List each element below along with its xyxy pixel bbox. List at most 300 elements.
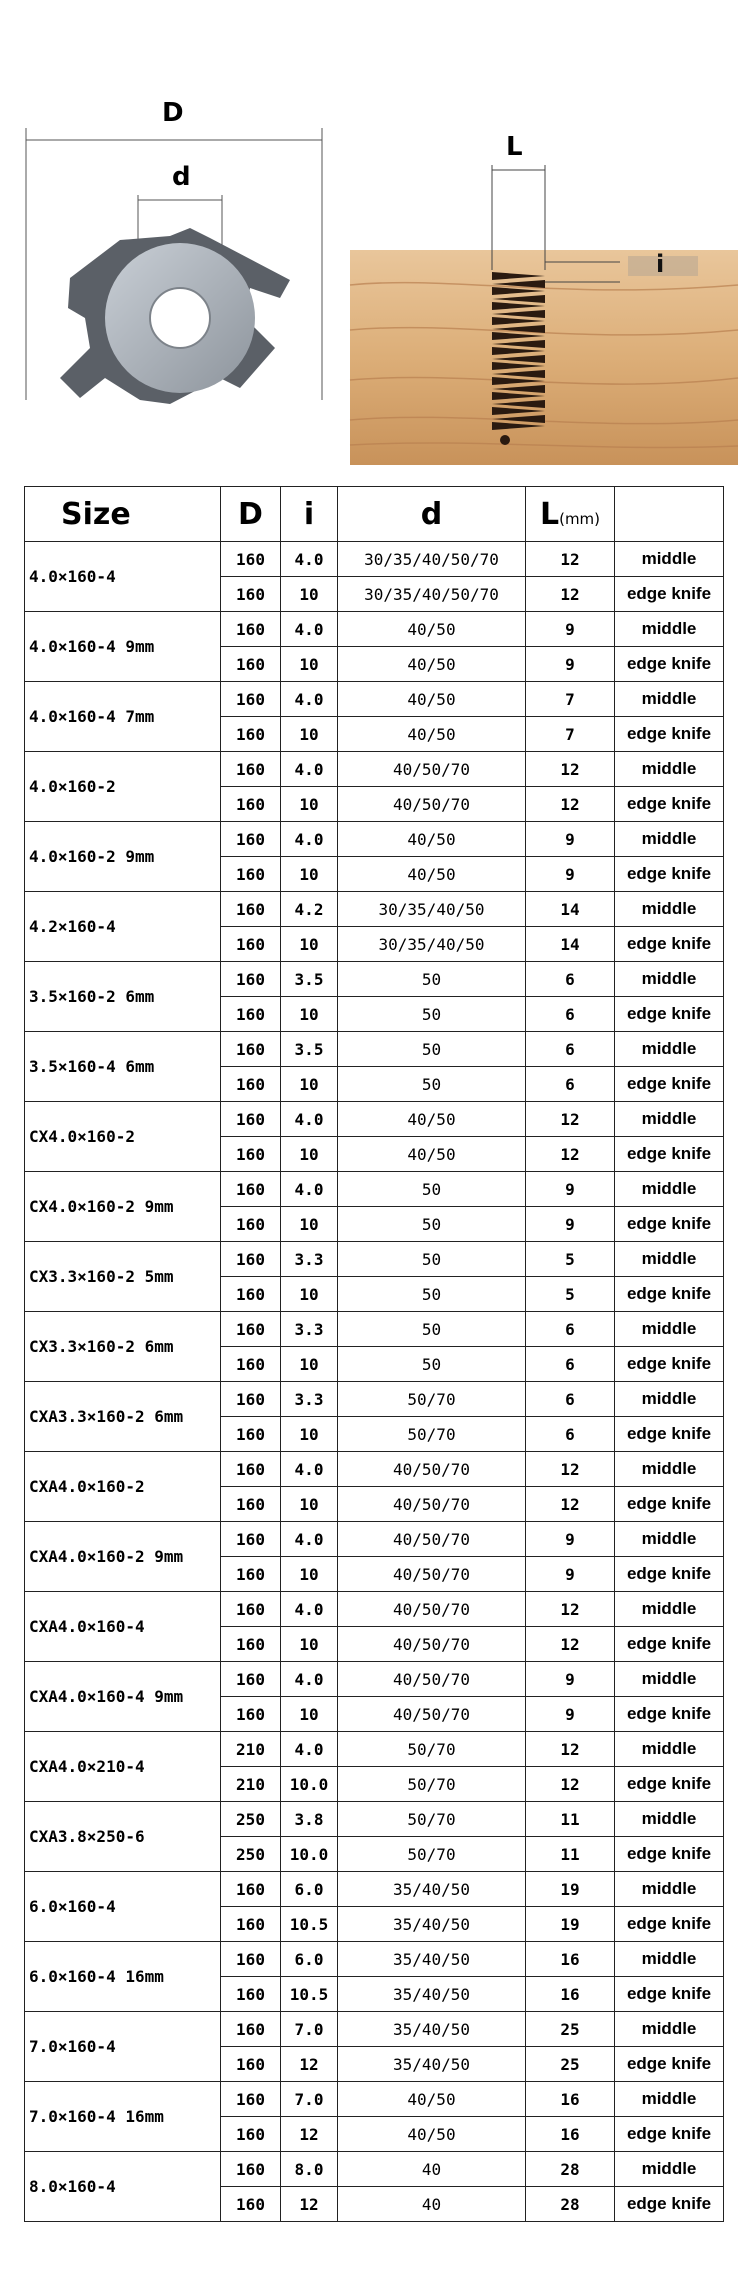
header-L-text: L xyxy=(539,496,560,532)
cell-D: 160 xyxy=(221,927,281,962)
cell-d: 40/50 xyxy=(338,2082,526,2117)
cell-d: 40/50 xyxy=(338,1102,526,1137)
cell-D: 160 xyxy=(221,1872,281,1907)
cell-i: 4.0 xyxy=(281,1592,338,1627)
cell-i: 10 xyxy=(281,787,338,822)
table-row xyxy=(25,1312,724,1347)
cell-d: 40/50 xyxy=(338,647,526,682)
cell-D: 160 xyxy=(221,2152,281,2187)
label-outer-diameter: D xyxy=(162,98,184,128)
cell-D: 160 xyxy=(221,1417,281,1452)
label-bore-diameter: d xyxy=(172,162,191,192)
table-row xyxy=(25,682,724,717)
cell-D: 160 xyxy=(221,857,281,892)
cell-L: 6 xyxy=(526,1032,615,1067)
cell-type: edge knife xyxy=(615,1207,724,1242)
cell-L: 12 xyxy=(526,787,615,822)
label-finger-length: L xyxy=(506,132,523,162)
cell-size: CX4.0×160-2 9mm xyxy=(25,1172,221,1242)
cell-i: 10 xyxy=(281,1697,338,1732)
cell-L: 9 xyxy=(526,612,615,647)
cell-type: edge knife xyxy=(615,1137,724,1172)
cell-i: 10 xyxy=(281,997,338,1032)
cell-d: 40/50/70 xyxy=(338,1697,526,1732)
table-row xyxy=(25,1662,724,1697)
cell-L: 11 xyxy=(526,1837,615,1872)
cell-i: 3.8 xyxy=(281,1802,338,1837)
cell-L: 6 xyxy=(526,1067,615,1102)
cutter-body xyxy=(60,228,290,404)
cell-type: middle xyxy=(615,1172,724,1207)
cell-size: CXA4.0×210-4 xyxy=(25,1732,221,1802)
cell-d: 35/40/50 xyxy=(338,1907,526,1942)
cell-D: 160 xyxy=(221,822,281,857)
header-L xyxy=(526,487,615,542)
cell-i: 3.5 xyxy=(281,1032,338,1067)
cell-size: CXA4.0×160-4 9mm xyxy=(25,1662,221,1732)
cell-type: edge knife xyxy=(615,577,724,612)
cell-d: 40/50/70 xyxy=(338,752,526,787)
cell-size: 4.0×160-2 xyxy=(25,752,221,822)
cell-D: 160 xyxy=(221,1452,281,1487)
cell-L: 28 xyxy=(526,2152,615,2187)
table-row xyxy=(25,1102,724,1137)
cell-L: 9 xyxy=(526,1522,615,1557)
table-row xyxy=(25,2152,724,2187)
cell-size: 8.0×160-4 xyxy=(25,2152,221,2222)
cell-type: edge knife xyxy=(615,647,724,682)
cell-i: 4.0 xyxy=(281,1452,338,1487)
cell-D: 160 xyxy=(221,682,281,717)
table-row xyxy=(25,1452,724,1487)
cell-type: edge knife xyxy=(615,1627,724,1662)
cell-D: 160 xyxy=(221,1977,281,2012)
cell-d: 40/50/70 xyxy=(338,1662,526,1697)
header-type xyxy=(615,487,724,542)
cell-i: 10 xyxy=(281,577,338,612)
cell-i: 7.0 xyxy=(281,2012,338,2047)
cell-type: edge knife xyxy=(615,1067,724,1102)
cell-type: edge knife xyxy=(615,1487,724,1522)
header-L-unit: (mm) xyxy=(559,509,601,528)
cell-i: 12 xyxy=(281,2187,338,2222)
cell-d: 40/50 xyxy=(338,1137,526,1172)
cell-L: 5 xyxy=(526,1242,615,1277)
cell-D: 160 xyxy=(221,1382,281,1417)
cell-i: 6.0 xyxy=(281,1942,338,1977)
cell-D: 250 xyxy=(221,1802,281,1837)
cell-type: edge knife xyxy=(615,1767,724,1802)
cell-d: 35/40/50 xyxy=(338,1977,526,2012)
cell-type: edge knife xyxy=(615,1977,724,2012)
cell-type: middle xyxy=(615,1592,724,1627)
cell-D: 160 xyxy=(221,2047,281,2082)
cell-d: 35/40/50 xyxy=(338,1942,526,1977)
cell-i: 3.3 xyxy=(281,1312,338,1347)
cell-D: 160 xyxy=(221,1592,281,1627)
cell-i: 10 xyxy=(281,927,338,962)
cell-i: 8.0 xyxy=(281,2152,338,2187)
cell-type: edge knife xyxy=(615,857,724,892)
cell-type: middle xyxy=(615,1242,724,1277)
cell-D: 160 xyxy=(221,1242,281,1277)
cell-L: 12 xyxy=(526,577,615,612)
cell-D: 250 xyxy=(221,1837,281,1872)
cell-d: 40/50/70 xyxy=(338,1592,526,1627)
cell-size: 3.5×160-4 6mm xyxy=(25,1032,221,1102)
cell-i: 10.0 xyxy=(281,1837,338,1872)
cell-type: middle xyxy=(615,1732,724,1767)
table-row xyxy=(25,892,724,927)
cell-L: 11 xyxy=(526,1802,615,1837)
cell-i: 6.0 xyxy=(281,1872,338,1907)
cell-L: 16 xyxy=(526,1942,615,1977)
cell-D: 160 xyxy=(221,1662,281,1697)
cell-i: 10.5 xyxy=(281,1907,338,1942)
cell-size: CXA4.0×160-2 9mm xyxy=(25,1522,221,1592)
cell-i: 4.0 xyxy=(281,752,338,787)
cell-D: 160 xyxy=(221,962,281,997)
cell-i: 10 xyxy=(281,647,338,682)
cell-D: 160 xyxy=(221,1557,281,1592)
cell-d: 50 xyxy=(338,1312,526,1347)
cell-D: 160 xyxy=(221,1277,281,1312)
cell-i: 3.5 xyxy=(281,962,338,997)
cell-D: 160 xyxy=(221,1137,281,1172)
cell-size: 3.5×160-2 6mm xyxy=(25,962,221,1032)
cell-size: CXA3.3×160-2 6mm xyxy=(25,1382,221,1452)
cell-D: 210 xyxy=(221,1767,281,1802)
cell-L: 9 xyxy=(526,1172,615,1207)
cell-i: 3.3 xyxy=(281,1382,338,1417)
cell-L: 7 xyxy=(526,717,615,752)
cell-D: 160 xyxy=(221,1627,281,1662)
cell-D: 160 xyxy=(221,1172,281,1207)
cell-D: 160 xyxy=(221,997,281,1032)
cell-i: 10.0 xyxy=(281,1767,338,1802)
cell-i: 4.0 xyxy=(281,612,338,647)
cell-D: 210 xyxy=(221,1732,281,1767)
cell-d: 50/70 xyxy=(338,1417,526,1452)
table-row xyxy=(25,612,724,647)
cell-d: 50 xyxy=(338,1172,526,1207)
cell-type: middle xyxy=(615,1452,724,1487)
cell-type: middle xyxy=(615,1662,724,1697)
cell-type: middle xyxy=(615,542,724,577)
cell-i: 4.0 xyxy=(281,1102,338,1137)
cell-D: 160 xyxy=(221,1207,281,1242)
table-row xyxy=(25,1802,724,1837)
cell-L: 6 xyxy=(526,1347,615,1382)
cell-D: 160 xyxy=(221,787,281,822)
cell-d: 40 xyxy=(338,2152,526,2187)
cell-d: 35/40/50 xyxy=(338,1872,526,1907)
cell-size: CX3.3×160-2 5mm xyxy=(25,1242,221,1312)
cell-type: middle xyxy=(615,1522,724,1557)
cell-i: 4.0 xyxy=(281,1662,338,1697)
cell-d: 30/35/40/50/70 xyxy=(338,577,526,612)
cell-D: 160 xyxy=(221,2082,281,2117)
cell-type: edge knife xyxy=(615,997,724,1032)
cell-i: 12 xyxy=(281,2117,338,2152)
cell-i: 10 xyxy=(281,1417,338,1452)
cell-size: 4.0×160-4 7mm xyxy=(25,682,221,752)
table-row xyxy=(25,1592,724,1627)
cell-type: middle xyxy=(615,1802,724,1837)
cell-D: 160 xyxy=(221,1942,281,1977)
cell-type: middle xyxy=(615,892,724,927)
cell-D: 160 xyxy=(221,2117,281,2152)
cell-d: 50/70 xyxy=(338,1382,526,1417)
cell-D: 160 xyxy=(221,892,281,927)
cell-D: 160 xyxy=(221,1102,281,1137)
cell-i: 10.5 xyxy=(281,1977,338,2012)
header-i: i xyxy=(281,487,338,542)
cell-D: 160 xyxy=(221,1032,281,1067)
cell-type: edge knife xyxy=(615,2117,724,2152)
cell-i: 4.0 xyxy=(281,1172,338,1207)
cell-L: 12 xyxy=(526,1487,615,1522)
cutter-diagram xyxy=(0,0,747,470)
cell-L: 16 xyxy=(526,1977,615,2012)
cell-d: 50 xyxy=(338,1207,526,1242)
cell-L: 12 xyxy=(526,1732,615,1767)
cell-size: 4.0×160-2 9mm xyxy=(25,822,221,892)
header-D: D xyxy=(221,487,281,542)
cell-L: 14 xyxy=(526,927,615,962)
cell-i: 10 xyxy=(281,1137,338,1172)
cell-D: 160 xyxy=(221,1312,281,1347)
table-body xyxy=(25,542,724,2222)
cell-d: 30/35/40/50 xyxy=(338,927,526,962)
cell-L: 12 xyxy=(526,1627,615,1662)
header-d: d xyxy=(338,487,526,542)
cell-type: edge knife xyxy=(615,1347,724,1382)
finger-joint-photo xyxy=(350,165,738,465)
cell-type: middle xyxy=(615,2012,724,2047)
cell-D: 160 xyxy=(221,577,281,612)
cell-L: 25 xyxy=(526,2047,615,2082)
cell-d: 50/70 xyxy=(338,1802,526,1837)
cell-d: 40/50 xyxy=(338,682,526,717)
table-row xyxy=(25,1872,724,1907)
cell-L: 19 xyxy=(526,1907,615,1942)
table-row xyxy=(25,1172,724,1207)
cell-L: 9 xyxy=(526,1557,615,1592)
cell-d: 40/50/70 xyxy=(338,1522,526,1557)
cell-type: edge knife xyxy=(615,1417,724,1452)
table-row xyxy=(25,962,724,997)
cell-D: 160 xyxy=(221,1522,281,1557)
cell-D: 160 xyxy=(221,647,281,682)
cell-L: 16 xyxy=(526,2117,615,2152)
cell-type: middle xyxy=(615,2082,724,2117)
cell-L: 5 xyxy=(526,1277,615,1312)
cell-L: 19 xyxy=(526,1872,615,1907)
cell-i: 10 xyxy=(281,1487,338,1522)
cell-L: 16 xyxy=(526,2082,615,2117)
cell-d: 50 xyxy=(338,962,526,997)
cell-type: middle xyxy=(615,1102,724,1137)
cell-type: edge knife xyxy=(615,1557,724,1592)
cell-type: edge knife xyxy=(615,1277,724,1312)
cell-size: 4.0×160-4 9mm xyxy=(25,612,221,682)
table-row xyxy=(25,1732,724,1767)
cell-d: 50 xyxy=(338,1347,526,1382)
cell-i: 10 xyxy=(281,1277,338,1312)
cell-size: 4.2×160-4 xyxy=(25,892,221,962)
header-size: Size xyxy=(25,487,221,542)
cell-i: 10 xyxy=(281,717,338,752)
cell-d: 50 xyxy=(338,997,526,1032)
table-row xyxy=(25,2012,724,2047)
cell-D: 160 xyxy=(221,717,281,752)
cell-d: 50/70 xyxy=(338,1767,526,1802)
cell-d: 40/50 xyxy=(338,822,526,857)
cell-L: 7 xyxy=(526,682,615,717)
cell-d: 50 xyxy=(338,1242,526,1277)
cell-L: 12 xyxy=(526,752,615,787)
cell-D: 160 xyxy=(221,2012,281,2047)
cell-type: edge knife xyxy=(615,717,724,752)
cell-d: 40 xyxy=(338,2187,526,2222)
cell-size: 6.0×160-4 16mm xyxy=(25,1942,221,2012)
cell-type: edge knife xyxy=(615,1907,724,1942)
cell-i: 10 xyxy=(281,857,338,892)
cell-L: 6 xyxy=(526,997,615,1032)
cell-L: 12 xyxy=(526,1767,615,1802)
cell-i: 4.2 xyxy=(281,892,338,927)
cell-d: 40/50/70 xyxy=(338,1627,526,1662)
cell-L: 12 xyxy=(526,1452,615,1487)
cell-size: 4.0×160-4 xyxy=(25,542,221,612)
cell-L: 6 xyxy=(526,962,615,997)
cell-type: middle xyxy=(615,1872,724,1907)
cell-i: 10 xyxy=(281,1557,338,1592)
cell-i: 4.0 xyxy=(281,1732,338,1767)
cell-L: 9 xyxy=(526,647,615,682)
cell-size: CXA4.0×160-2 xyxy=(25,1452,221,1522)
cell-D: 160 xyxy=(221,752,281,787)
cell-d: 40/50 xyxy=(338,2117,526,2152)
cell-d: 50/70 xyxy=(338,1837,526,1872)
cell-type: middle xyxy=(615,962,724,997)
cell-size: CX3.3×160-2 6mm xyxy=(25,1312,221,1382)
table-row xyxy=(25,1522,724,1557)
cell-i: 4.0 xyxy=(281,822,338,857)
cell-type: middle xyxy=(615,1032,724,1067)
cell-L: 12 xyxy=(526,542,615,577)
cell-i: 10 xyxy=(281,1627,338,1662)
table-row xyxy=(25,1242,724,1277)
cell-D: 160 xyxy=(221,612,281,647)
cell-type: middle xyxy=(615,1382,724,1417)
cell-type: middle xyxy=(615,822,724,857)
cell-type: middle xyxy=(615,2152,724,2187)
cell-L: 6 xyxy=(526,1417,615,1452)
cell-L: 14 xyxy=(526,892,615,927)
cell-i: 10 xyxy=(281,1207,338,1242)
cell-i: 10 xyxy=(281,1347,338,1382)
label-thickness: i xyxy=(656,250,665,278)
cell-d: 50 xyxy=(338,1277,526,1312)
cell-L: 6 xyxy=(526,1312,615,1347)
cell-L: 25 xyxy=(526,2012,615,2047)
cell-type: edge knife xyxy=(615,1697,724,1732)
cell-L: 9 xyxy=(526,857,615,892)
cell-D: 160 xyxy=(221,1697,281,1732)
cell-i: 7.0 xyxy=(281,2082,338,2117)
cell-D: 160 xyxy=(221,1907,281,1942)
cell-type: edge knife xyxy=(615,927,724,962)
cell-D: 160 xyxy=(221,2187,281,2222)
cell-d: 40/50/70 xyxy=(338,1452,526,1487)
table-row xyxy=(25,1382,724,1417)
cell-d: 40/50/70 xyxy=(338,787,526,822)
cell-L: 9 xyxy=(526,1697,615,1732)
cell-d: 40/50 xyxy=(338,857,526,892)
cell-type: middle xyxy=(615,752,724,787)
cell-L: 28 xyxy=(526,2187,615,2222)
cell-L: 12 xyxy=(526,1102,615,1137)
cell-L: 9 xyxy=(526,1207,615,1242)
cell-D: 160 xyxy=(221,1067,281,1102)
cutter-illustration xyxy=(0,0,747,470)
cell-i: 4.0 xyxy=(281,542,338,577)
table-row xyxy=(25,542,724,577)
cell-size: 7.0×160-4 16mm xyxy=(25,2082,221,2152)
cell-size: CXA3.8×250-6 xyxy=(25,1802,221,1872)
cell-D: 160 xyxy=(221,542,281,577)
cell-d: 35/40/50 xyxy=(338,2047,526,2082)
cell-L: 6 xyxy=(526,1382,615,1417)
cell-size: 6.0×160-4 xyxy=(25,1872,221,1942)
cell-d: 30/35/40/50/70 xyxy=(338,542,526,577)
cell-i: 10 xyxy=(281,1067,338,1102)
table-row xyxy=(25,752,724,787)
cell-type: middle xyxy=(615,1942,724,1977)
cell-size: CXA4.0×160-4 xyxy=(25,1592,221,1662)
table-row xyxy=(25,822,724,857)
spec-table xyxy=(24,486,724,2222)
cell-type: edge knife xyxy=(615,2187,724,2222)
cell-L: 12 xyxy=(526,1592,615,1627)
cell-L: 9 xyxy=(526,822,615,857)
cell-i: 12 xyxy=(281,2047,338,2082)
cell-L: 12 xyxy=(526,1137,615,1172)
cell-d: 30/35/40/50 xyxy=(338,892,526,927)
cell-d: 40/50 xyxy=(338,717,526,752)
cell-type: middle xyxy=(615,682,724,717)
table-row xyxy=(25,1032,724,1067)
cell-type: middle xyxy=(615,612,724,647)
table-row xyxy=(25,1942,724,1977)
cell-type: middle xyxy=(615,1312,724,1347)
cell-d: 50 xyxy=(338,1067,526,1102)
cell-type: edge knife xyxy=(615,2047,724,2082)
cell-d: 50/70 xyxy=(338,1732,526,1767)
cell-L: 9 xyxy=(526,1662,615,1697)
cell-D: 160 xyxy=(221,1347,281,1382)
cell-d: 35/40/50 xyxy=(338,2012,526,2047)
cell-i: 4.0 xyxy=(281,1522,338,1557)
cell-d: 40/50 xyxy=(338,612,526,647)
table-header-row xyxy=(25,487,724,542)
cell-d: 50 xyxy=(338,1032,526,1067)
cell-d: 40/50/70 xyxy=(338,1487,526,1522)
cell-type: edge knife xyxy=(615,787,724,822)
cell-D: 160 xyxy=(221,1487,281,1522)
